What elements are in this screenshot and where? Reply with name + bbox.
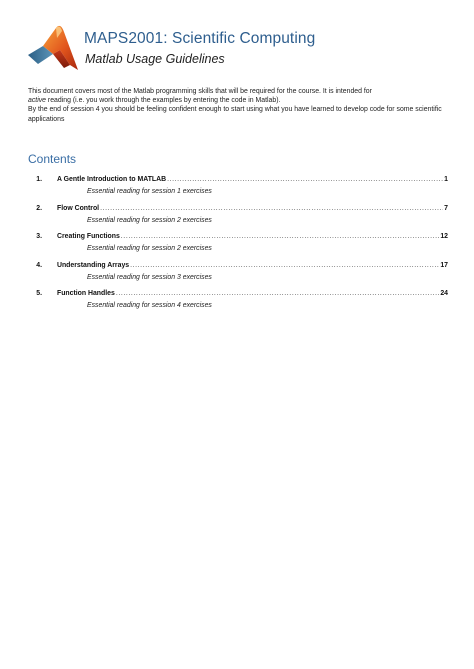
toc-title[interactable]: Function Handles [57, 290, 115, 297]
toc-dot-leader [167, 175, 443, 184]
toc-title[interactable]: Understanding Arrays [57, 261, 130, 269]
intro-text: This document covers most of the Matlab programming skills that will be required for the course. It is intended for [28, 88, 372, 95]
toc-number: 2. [36, 204, 42, 212]
document-subtitle: Matlab Usage Guidelines [85, 52, 225, 66]
toc-note: Essential reading for session 2 exercises [87, 216, 212, 224]
intro-text: reading (i.e. you work through the examples by entering the code in Matlab). [46, 97, 281, 105]
toc-link[interactable] [28, 175, 448, 184]
toc-link[interactable] [28, 261, 448, 270]
intro-line-3: By the end of session 4 you should be feeling confident enough to start using what you have learned to develop code for some scientific applications [28, 106, 442, 123]
toc-entry-1[interactable] [28, 175, 448, 204]
toc-dot-leader [130, 261, 439, 270]
toc-note: Essential reading for session 3 exercises [87, 273, 212, 281]
toc-title[interactable]: A Gentle Introduction to MATLAB [57, 176, 167, 183]
toc-link[interactable] [28, 232, 448, 241]
toc-dot-leader [121, 232, 440, 241]
toc-entry-2[interactable] [28, 204, 448, 233]
toc-note: Essential reading for session 2 exercises [87, 245, 212, 252]
toc-note: Essential reading for session 4 exercises [87, 302, 212, 309]
toc-number: 4. [36, 261, 42, 269]
intro-line-1 [28, 87, 448, 96]
toc-page-number[interactable]: 24 [440, 290, 448, 297]
document-header [26, 24, 456, 76]
intro-line-2 [28, 96, 448, 105]
toc-number: 3. [36, 233, 42, 240]
table-of-contents [28, 175, 448, 318]
toc-title[interactable]: Creating Functions [57, 233, 120, 240]
intro-emphasis: active [28, 97, 47, 105]
toc-note: Essential reading for session 1 exercises [87, 188, 212, 195]
toc-number: 5. [36, 290, 42, 297]
matlab-logo-icon [26, 24, 80, 74]
toc-title[interactable]: Flow Control [57, 204, 100, 212]
toc-entry-4[interactable] [28, 261, 448, 290]
toc-dot-leader [100, 204, 443, 213]
toc-entry-5[interactable] [28, 289, 448, 318]
toc-page-number[interactable]: 17 [440, 261, 448, 269]
toc-number: 1. [36, 176, 42, 183]
toc-page-number[interactable]: 1 [444, 176, 448, 183]
document-title: MAPS2001: Scientific Computing [84, 30, 316, 47]
toc-page-number[interactable]: 12 [440, 233, 448, 240]
toc-entry-3[interactable] [28, 232, 448, 261]
toc-link[interactable] [28, 289, 448, 298]
toc-page-number[interactable]: 7 [444, 204, 448, 212]
toc-link[interactable] [28, 204, 448, 213]
contents-heading: Contents [28, 152, 77, 166]
intro-paragraph [28, 87, 448, 124]
toc-dot-leader [116, 289, 440, 298]
